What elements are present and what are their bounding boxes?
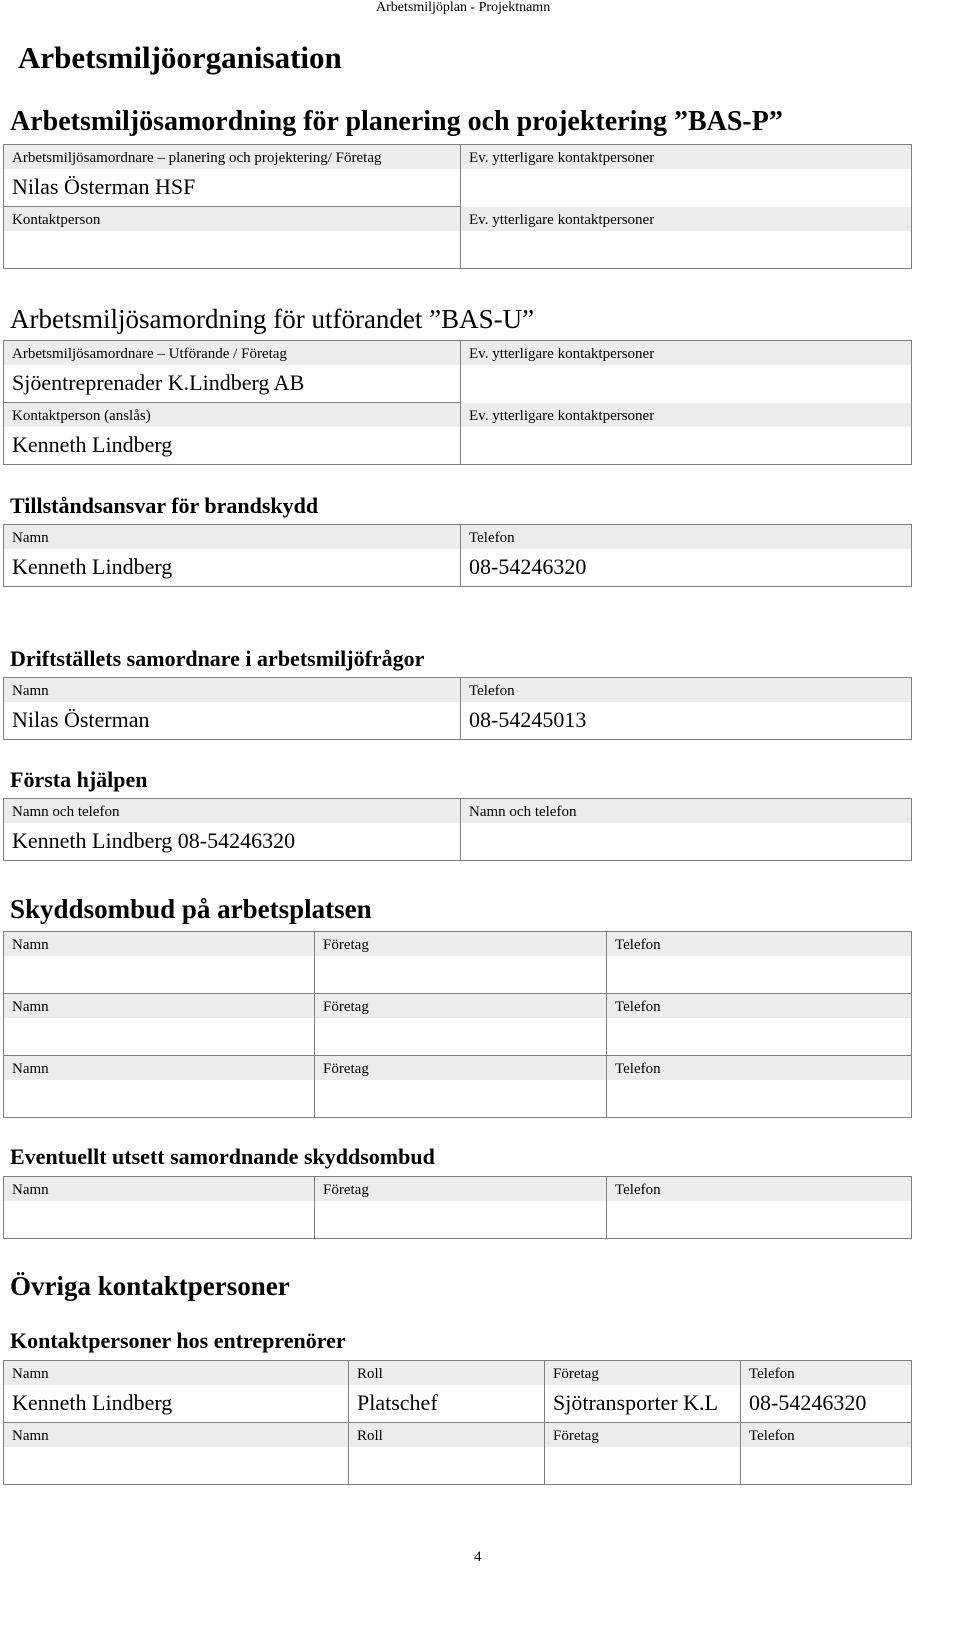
page-number: 4 xyxy=(474,1549,482,1565)
fire-table xyxy=(3,524,912,587)
coord-rep-company-label: Företag xyxy=(315,1177,606,1201)
bas-p-contact-cell[interactable] xyxy=(4,207,461,269)
bas-u-contact-value: Kenneth Lindberg xyxy=(12,432,173,457)
contact-company-label: Företag xyxy=(545,1423,740,1447)
site-coordinator-table xyxy=(3,677,912,740)
first-aid-left-label: Namn och telefon xyxy=(4,799,460,823)
bas-u-extra-cell[interactable] xyxy=(461,341,912,465)
contractor-contacts-table xyxy=(3,1360,912,1485)
contact-name-cell[interactable] xyxy=(4,1361,349,1423)
bas-p-extra-label-2: Ev. ytterligare kontaktpersoner xyxy=(461,207,911,231)
fire-phone-cell[interactable] xyxy=(461,525,912,587)
contact-phone-value: 08-54246320 xyxy=(749,1390,867,1415)
bas-p-extra-label-1: Ev. ytterligare kontaktpersoner xyxy=(461,145,911,169)
bas-p-coordinator-cell[interactable] xyxy=(4,145,461,207)
contact-phone-cell[interactable] xyxy=(741,1361,912,1423)
bas-u-extra-label-2: Ev. ytterligare kontaktpersoner xyxy=(461,403,911,427)
site-coordinator-phone-value: 08-54245013 xyxy=(469,707,587,732)
site-coordinator-name-value: Nilas Österman xyxy=(12,707,150,732)
coord-rep-company-cell[interactable] xyxy=(315,1177,607,1239)
safety-rep-name-cell[interactable] xyxy=(4,994,315,1056)
first-aid-right-cell[interactable] xyxy=(461,799,912,861)
safety-rep-phone-cell[interactable] xyxy=(607,1056,912,1118)
safety-rep-company-cell[interactable] xyxy=(315,994,607,1056)
bas-p-coordinator-value: Nilas Österman HSF xyxy=(12,174,196,199)
contact-role-value: Platschef xyxy=(357,1390,438,1415)
fire-name-cell[interactable] xyxy=(4,525,461,587)
safety-rep-company-cell[interactable] xyxy=(315,932,607,994)
safety-rep-company-label: Företag xyxy=(315,932,606,956)
contractor-contacts-subheading: Kontaktpersoner hos entreprenörer xyxy=(10,1328,346,1353)
bas-u-coordinator-value: Sjöentreprenader K.Lindberg AB xyxy=(12,370,305,395)
contact-role-cell[interactable] xyxy=(349,1361,545,1423)
contact-role-cell[interactable] xyxy=(349,1423,545,1485)
safety-rep-company-cell[interactable] xyxy=(315,1056,607,1118)
coord-rep-phone-cell[interactable] xyxy=(607,1177,912,1239)
bas-u-coordinator-cell[interactable] xyxy=(4,341,461,403)
bas-p-table xyxy=(3,144,912,269)
site-coordinator-phone-label: Telefon xyxy=(461,678,911,702)
first-aid-left-cell[interactable] xyxy=(4,799,461,861)
site-coordinator-name-cell[interactable] xyxy=(4,678,461,740)
running-header: Arbetsmiljöplan - Projektnamn xyxy=(376,0,551,15)
contact-name-value: Kenneth Lindberg xyxy=(12,1390,173,1415)
contact-phone-label: Telefon xyxy=(741,1423,911,1447)
contact-company-cell[interactable] xyxy=(545,1361,741,1423)
bas-u-extra-label-1: Ev. ytterligare kontaktpersoner xyxy=(461,341,911,365)
contact-company-label: Företag xyxy=(545,1361,740,1385)
bas-u-coordinator-label: Arbetsmiljösamordnare – Utförande / Företag xyxy=(4,341,460,365)
safety-rep-table xyxy=(3,931,912,1118)
table-row xyxy=(4,1361,912,1423)
bas-u-contact-label: Kontaktperson (anslås) xyxy=(4,403,460,427)
contact-name-label: Namn xyxy=(4,1361,348,1385)
contact-phone-label: Telefon xyxy=(741,1361,911,1385)
safety-rep-company-label: Företag xyxy=(315,1056,606,1080)
bas-p-contact-label: Kontaktperson xyxy=(4,207,460,231)
coord-rep-name-cell[interactable] xyxy=(4,1177,315,1239)
contact-name-cell[interactable] xyxy=(4,1423,349,1485)
first-aid-heading: Första hjälpen xyxy=(10,767,148,792)
fire-name-value: Kenneth Lindberg xyxy=(12,554,173,579)
fire-name-label: Namn xyxy=(4,525,460,549)
page-title: Arbetsmiljöorganisation xyxy=(18,40,342,75)
safety-rep-name-cell[interactable] xyxy=(4,932,315,994)
bas-p-coordinator-label: Arbetsmiljösamordnare – planering och projektering/ Företag xyxy=(4,145,460,169)
contact-role-label: Roll xyxy=(349,1361,544,1385)
coord-rep-heading: Eventuellt utsett samordnande skyddsombud xyxy=(10,1144,435,1169)
site-coordinator-heading: Driftställets samordnare i arbetsmiljöfrågor xyxy=(10,646,425,671)
fire-phone-label: Telefon xyxy=(461,525,911,549)
coord-rep-table xyxy=(3,1176,912,1239)
safety-rep-phone-label: Telefon xyxy=(607,932,911,956)
coord-rep-name-label: Namn xyxy=(4,1177,314,1201)
bas-p-extra-cell[interactable] xyxy=(461,145,912,269)
bas-u-heading: Arbetsmiljösamordning för utförandet ”BAS-U” xyxy=(10,304,535,334)
safety-rep-phone-label: Telefon xyxy=(607,994,911,1018)
contact-company-value: Sjötransporter K.L xyxy=(553,1390,718,1415)
bas-u-contact-cell[interactable] xyxy=(4,403,461,465)
contact-phone-cell[interactable] xyxy=(741,1423,912,1485)
bas-p-heading: Arbetsmiljösamordning för planering och projektering ”BAS-P” xyxy=(10,106,783,137)
fire-heading: Tillståndsansvar för brandskydd xyxy=(10,493,319,518)
contact-role-label: Roll xyxy=(349,1423,544,1447)
first-aid-table xyxy=(3,798,912,861)
safety-rep-phone-cell[interactable] xyxy=(607,994,912,1056)
other-contacts-heading: Övriga kontaktpersoner xyxy=(10,1271,290,1301)
fire-phone-value: 08-54246320 xyxy=(469,554,587,579)
safety-rep-heading: Skyddsombud på arbetsplatsen xyxy=(10,894,372,924)
safety-rep-name-label: Namn xyxy=(4,1056,314,1080)
safety-rep-phone-cell[interactable] xyxy=(607,932,912,994)
safety-rep-company-label: Företag xyxy=(315,994,606,1018)
site-coordinator-phone-cell[interactable] xyxy=(461,678,912,740)
first-aid-left-value: Kenneth Lindberg 08-54246320 xyxy=(12,828,296,853)
site-coordinator-name-label: Namn xyxy=(4,678,460,702)
safety-rep-name-label: Namn xyxy=(4,932,314,956)
contact-company-cell[interactable] xyxy=(545,1423,741,1485)
first-aid-right-label: Namn och telefon xyxy=(461,799,911,823)
bas-u-table xyxy=(3,340,912,465)
table-row xyxy=(4,1423,912,1485)
contact-name-label: Namn xyxy=(4,1423,348,1447)
safety-rep-name-cell[interactable] xyxy=(4,1056,315,1118)
safety-rep-phone-label: Telefon xyxy=(607,1056,911,1080)
safety-rep-name-label: Namn xyxy=(4,994,314,1018)
coord-rep-phone-label: Telefon xyxy=(607,1177,911,1201)
bas-p-contact-value xyxy=(4,231,460,235)
